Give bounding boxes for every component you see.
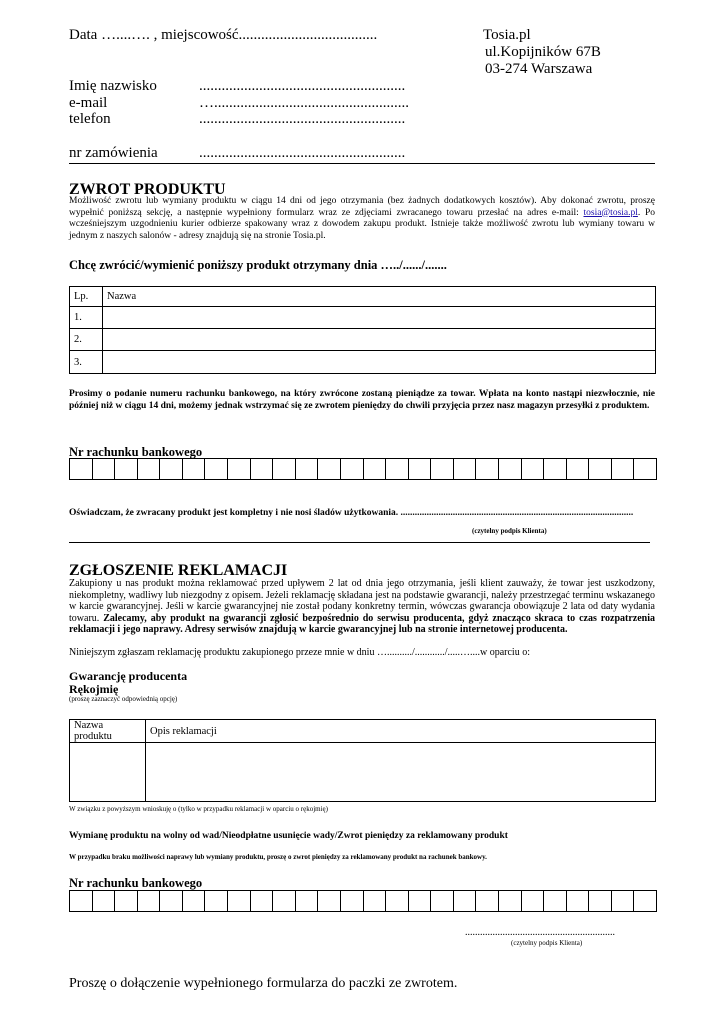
return-products-table: [69, 286, 656, 374]
signature-caption-1: (czytelny podpis Klienta): [472, 527, 547, 535]
option-statutory-warranty[interactable]: Rękojmię: [69, 682, 119, 696]
header-divider: [69, 163, 655, 164]
complaint-section-title: ZGŁOSZENIE REKLAMACJI: [69, 562, 288, 579]
name-field[interactable]: .......................................................: [199, 78, 406, 94]
complaint-intro: Zakupiony u nas produkt można reklamować przed upływem 2 lat od dnia jego otrzymania, jeśli klient zauważy, że towar jest uszkodzony, niekompletny, wadliwy lub niezgodny z opisem. Jeżeli reklamację składana jest na podstawie gwarancji, należy przestrzegać terminu wskazanego w karcie gwarancyjnej. Jeśli w karcie gwarancyjnej nie został podany konkretny termin, wówczas gwarancja obowiązuje 2 lata od daty wydania towaru. Zalecamy, aby produkt na gwarancji zgłosić bezpośrednio do serwisu producenta, gdyż znacząco skraca to czas rozpatrzenia reklamacji i jego naprawy. Adresy serwisów znajdują w karcie gwarancyjnej lub na stronie internetowej producenta.: [69, 578, 656, 635]
product-name-cell[interactable]: [70, 743, 146, 802]
request-note: W związku z powyższym wnioskuję o (tylko w przypadku reklamacji w oparciu o rękojmię): [69, 805, 328, 813]
signature-line-2[interactable]: ............................................................: [465, 927, 615, 938]
complaint-description-cell[interactable]: [146, 743, 656, 802]
return-question: Chcę zwrócić/wymienić poniższy produkt otrzymany dnia …../....../.......: [69, 258, 447, 272]
refund-note: W przypadku braku możliwości naprawy lub wymiany produktu, proszę o zwrot pieniędzy za reklamowany produkt na rachunek bankowy.: [69, 853, 487, 861]
product-name-cell[interactable]: [103, 351, 656, 374]
table-header-row: [70, 720, 656, 743]
phone-field[interactable]: .......................................................: [199, 111, 406, 127]
declaration-text[interactable]: Oświadczam, że zwracany produkt jest kompletny i nie nosi śladów użytkowania. ..................................................................................................: [69, 508, 634, 518]
table-header-row: [70, 287, 656, 307]
complaint-statement[interactable]: Niniejszym zgłaszam reklamację produktu zakupionego przeze mnie w dniu …........../............/.....…....w oparciu o:: [69, 647, 530, 658]
signature-caption-2: (czytelny podpis Klienta): [511, 939, 583, 947]
name-label: Imię nazwisko: [69, 78, 157, 94]
account-label-1: Nr rachunku bankowego: [69, 445, 203, 459]
request-options[interactable]: Wymianę produktu na wolny od wad/Nieodpłatne usunięcie wady/Zwrot pieniędzy za reklamowany produkt: [69, 831, 508, 841]
account-number-input-2[interactable]: [69, 890, 657, 912]
footer-note: Proszę o dołączenie wypełnionego formularza do paczki ze zwrotem.: [69, 976, 458, 991]
phone-label: telefon: [69, 111, 111, 127]
email-link[interactable]: tosia@tosia.pl: [583, 207, 638, 218]
row-number: 1.: [70, 307, 103, 329]
row-number: 2.: [70, 329, 103, 351]
account-number-input-1[interactable]: [69, 458, 657, 480]
return-section-title: ZWROT PRODUKTU: [69, 181, 226, 198]
lp-header: Lp.: [70, 287, 103, 307]
complaint-description-header: Opis reklamacji: [146, 720, 656, 743]
table-row[interactable]: [70, 329, 656, 351]
product-name-header: Nazwa produktu: [70, 720, 146, 743]
company-name: Tosia.pl: [483, 27, 531, 43]
order-number-label: nr zamówienia: [69, 145, 158, 161]
row-number: 3.: [70, 351, 103, 374]
email-field[interactable]: …....................................................: [199, 95, 409, 111]
complaint-table: [69, 719, 656, 802]
table-row[interactable]: [70, 351, 656, 374]
options-hint: (proszę zaznaczyć odpowiednią opcję): [69, 695, 178, 703]
name-header: Nazwa: [103, 287, 656, 307]
email-label: e-mail: [69, 95, 108, 111]
account-label-2: Nr rachunku bankowego: [69, 876, 203, 890]
product-name-cell[interactable]: [103, 329, 656, 351]
company-city: 03-274 Warszawa: [485, 61, 593, 77]
section-divider: [69, 542, 650, 543]
option-warranty[interactable]: Gwarancję producenta: [69, 669, 188, 683]
order-number-field[interactable]: .......................................................: [199, 145, 406, 161]
date-place-line[interactable]: Data …....…. , miejscowość.....................................: [69, 27, 378, 43]
bank-request-text: Prosimy o podanie numeru rachunku bankowego, na który zwrócone zostaną pieniądze za towar. Wpłata na konto nastąpi niezwłocznie, nie później niż w ciągu 14 dni, możemy jednak wstrzymać się ze zwrotem pieniędzy do chwili przyjęcia przez nasz magazyn przesyłki z produktem.: [69, 389, 655, 411]
table-row[interactable]: [70, 307, 656, 329]
company-street: ul.Kopijników 67B: [485, 44, 601, 60]
product-name-cell[interactable]: [103, 307, 656, 329]
return-intro: Możliwość zwrotu lub wymiany produktu w ciągu 14 dni od jego otrzymania (bez żadnych dodatkowych kosztów). Aby dokonać zwrotu, proszę wypełnić poniższą sekcję, a następnie wypełniony formularz wraz ze zdjęciami zwracanego towaru przesłać na adres e-mail: tosia@tosia.pl. Po wcześniejszym uzgodnieniu kurier odbierze spakowany wraz z dowodem zakupu produkt. Istnieje także możliwość zwrotu lub wymiany towaru w jednym z naszych salonów - adresy znajdują się na stronie Tosia.pl.: [69, 196, 656, 241]
table-row[interactable]: [70, 743, 656, 802]
